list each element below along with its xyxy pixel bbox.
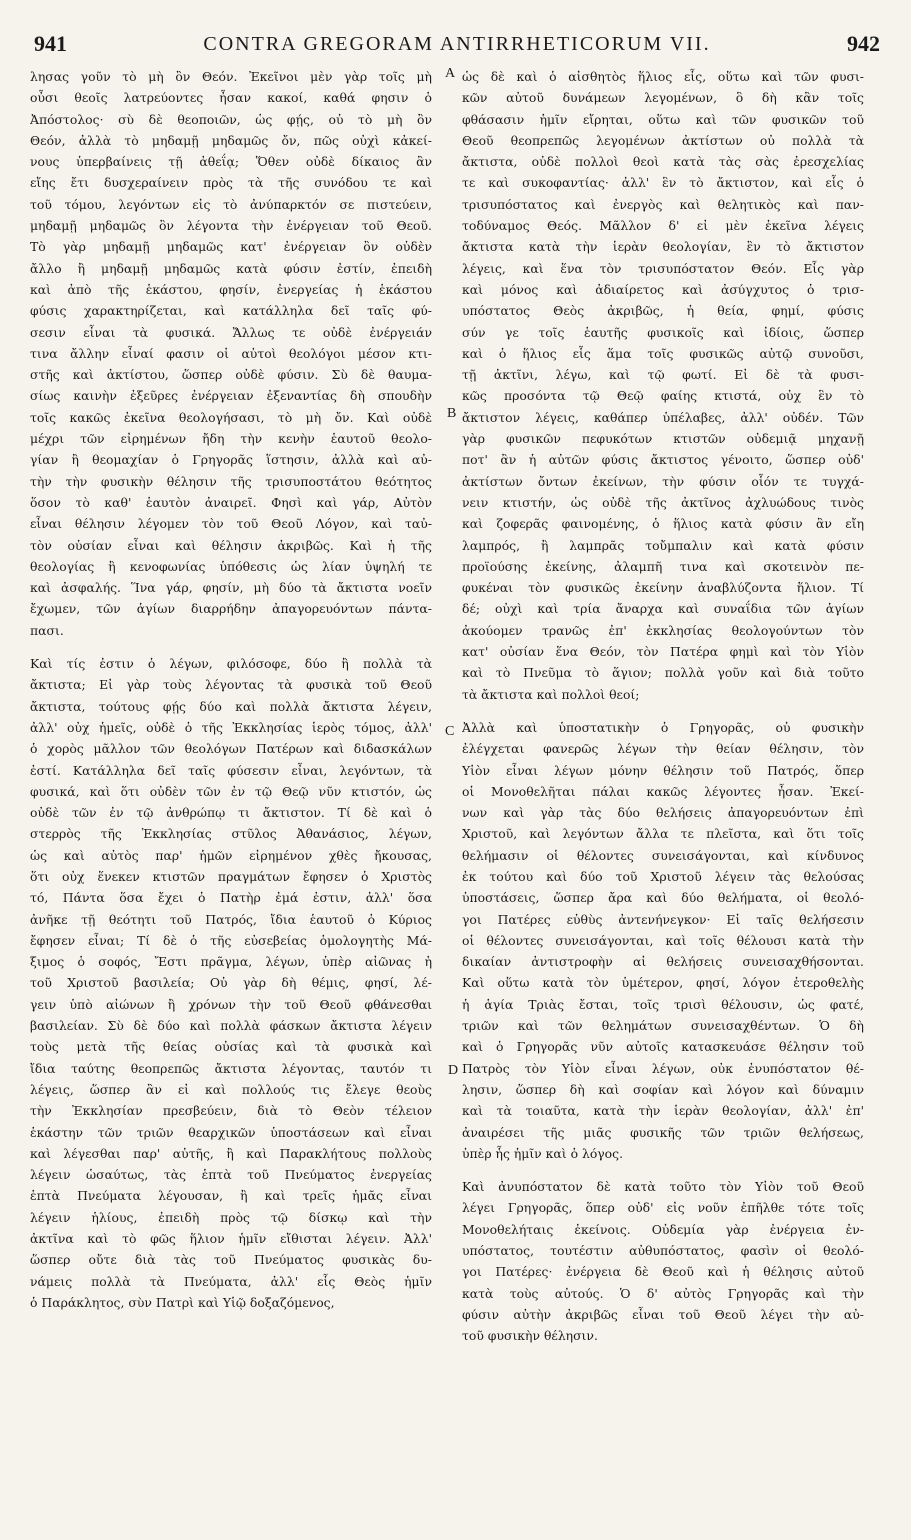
- text-line: τοῦ τόμου, λεγόντων εἰς τὸ ἀνύπαρκτόν σε πιστεύειν,: [30, 196, 432, 212]
- left-page-number: 941: [34, 31, 67, 56]
- text-line: δέ; οὐχὶ καὶ τρία ἄναρχα καὶ συναΐδια τῶν ἁγίων: [462, 601, 864, 617]
- text-line: υπόστατος, τουτέστιν αὐθυπόστατος, φασὶν οἱ θεολό-: [462, 1243, 864, 1259]
- text-line: καὶ ἀπὸ τῆς ἑκάστου, φησίν, ἐνεργείας ἡ ἑκάστου: [30, 281, 432, 297]
- text-line: οὖσι θεοῖς λατρεύοντες ἦσαν κακοί, καθά φησιν ὁ: [30, 90, 432, 106]
- text-line: οἱ Μονοθελῆται πάλαι κακῶς λέγοντες ἦσαν. Ἐκεί-: [462, 783, 864, 799]
- text-line: τοδύναμος Θεός. Μᾶλλον δ' εἰ μὲν ἐκεῖνα λέγεις: [462, 218, 864, 234]
- text-line: γοι Πατέρες· ἐνέργεια δὲ Θεοῦ καὶ ἡ θέλησις αὐτοῦ: [462, 1264, 864, 1280]
- text-line: πασι.: [30, 622, 64, 638]
- text-line: ἄκτιστα, οὐδὲ πολλοὶ θεοὶ κατὰ τὰς σὰς ἐρεσχελίας: [462, 154, 864, 170]
- text-line: Τὸ γὰρ μηδαμῇ μηδαμῶς κατ' ἐνέργειαν ὂν οὐδὲν: [30, 239, 432, 255]
- text-line: οἱ θέλοντες συνεισάγονται, καὶ τοῖς θέλουσι κατὰ τὴν: [462, 932, 864, 948]
- paragraph-gap: [30, 641, 432, 653]
- text-line: γίαν ἢ θεομαχίαν ὁ Γρηγορᾶς ἵστησιν, ἀλλὰ καὶ αὐ-: [30, 452, 432, 468]
- text-line: καὶ τὸ Πνεῦμα τὸ ἅγιον; πολλὰ γοῦν καὶ διὰ τοῦτο: [462, 665, 864, 681]
- text-line: ἀναιρέσει τῆς μιᾶς φυσικῆς τῶν τριῶν θελήσεως,: [462, 1124, 864, 1140]
- text-line: Χριστοῦ, καὶ λεγόντων ἄλλα τε πλεῖστα, καὶ ὅτι τοῖς: [462, 826, 864, 842]
- text-line: ἑπτὰ Πνεύματα λέγουσαν, ἢ καὶ τρεῖς ἡμᾶς εἶναι: [30, 1188, 432, 1204]
- text-line: γοι Πατέρες εὐθὺς ἀντενήνεγκον· Εἰ ταῖς θελήσεσιν: [462, 911, 864, 927]
- text-line: ἐλέγχεται φανερῶς λέγων τὴν θείαν θέλησιν, τὸν: [462, 741, 864, 757]
- text-line: στῆς καὶ ἀκτίστου, ὥσπερ οὐδὲ φύσιν. Σὺ δὲ θαυμα-: [30, 367, 432, 383]
- text-line: ὡς καὶ αὐτὸς παρ' ἡμῶν εἰρημένον χθὲς ἤκουσας,: [30, 847, 432, 863]
- text-line: θεολογίας ἢ κενοφωνίας ὑπόθεσις ὡς λίαν ὑψηλή τε: [30, 558, 432, 574]
- text-line: ἄκτιστον λέγεις, καθάπερ ὑπέλαβες, ἀλλ' οὐδέν. Τῶν: [462, 409, 864, 425]
- text-line: τοῦ Χριστοῦ βασιλεία; Οὐ γὰρ δὴ θέμις, φησί, λέ-: [30, 975, 432, 991]
- text-line: ξιμος ὁ σοφός, Ἔστι πρᾶγμα, λέγων, ὑπὲρ αἰῶνας ἡ: [30, 954, 432, 970]
- text-line: σύν γε τοῖς ἑαυτῆς φυσικοῖς καὶ ἰδίοις, ὥσπερ: [462, 324, 864, 340]
- text-line: λέγει Γρηγορᾶς, ὅπερ οὐδ' εἰς νοῦν ἐπῆλθε τότε τοῖς: [462, 1200, 864, 1216]
- text-line: προϊούσης ἐκείνης, ἀλαμπῆ τινα καὶ σκοτεινὸν πε-: [462, 558, 864, 574]
- text-line: τὰ ἄκτιστα καὶ πολλοὶ θεοί;: [462, 686, 640, 702]
- text-line: καὶ λέγεσθαι παρ' αὐτῆς, ἢ καὶ Παρακλήτους πολλοὺς: [30, 1145, 432, 1161]
- text-line: λέγεις, καὶ ἕνα τὸν τρισυπόστατον Θεόν. Εἷς γὰρ: [462, 260, 864, 276]
- text-line: ὥσπερ οὔτε διὰ τὰς τοῦ Πνεύματος φυσικὰς δυ-: [30, 1252, 432, 1268]
- text-line: κῶς προσόντα τῷ Θεῷ φαίης κτιστά, οὐχ ἓν τὸ: [462, 388, 864, 404]
- text-line: ποτ' ἂν ἡ αὐτῶν φύσις ἄκτιστος γένοιτο, ὥσπερ οὐδ': [462, 452, 864, 468]
- text-line: λησιν, ὥσπερ δὴ καὶ σοφίαν καὶ λόγον καὶ δύναμιν: [462, 1081, 864, 1097]
- text-line: τινα ἄλλην εἶναί φασιν οἱ αὐτοὶ θεολόγοι μέσον κτι-: [30, 345, 432, 361]
- text-line: τῇ ἀκτῖνι, λέγω, καὶ τῷ φωτί. Εἰ δὲ τὰ φυσι-: [462, 367, 864, 383]
- text-line: καὶ ἀσφαλής. Ἵνα γάρ, φησίν, μὴ δύο τὰ ἄκτιστα νοεῖν: [30, 580, 432, 596]
- text-line: νους ὑπερβαίνεις τῇ ἀθεΐᾳ; Ὅθεν οὐδὲ δίκαιος ἂν: [30, 154, 432, 170]
- text-line: ἐστί. Κατάλληλα δεῖ ταῖς φύσεσιν εἶναι, λεγόντων, τὰ: [30, 762, 432, 778]
- text-line: λέγειν ὡσαύτως, τὰς ἑπτὰ τοῦ Πνεύματος ἐνεργείας: [30, 1167, 432, 1183]
- text-line: τὴν Ἐκκλησίαν πρεσβεύειν, διὰ τὸ Θεὸν τέλειον: [30, 1103, 432, 1119]
- text-line: ὑπὲρ ἧς ἡμῖν καὶ ὁ λόγος.: [462, 1145, 624, 1161]
- text-line: ὡς δὲ καὶ ὁ αἰσθητὸς ἥλιος εἷς, οὕτω καὶ τῶν φυσι-: [462, 69, 864, 84]
- text-line: ὅτι οὐχ ἕνεκεν κτιστῶν πραγμάτων ἔφησεν ὁ Χριστὸς: [30, 868, 432, 884]
- section-marker-b: B: [447, 406, 457, 421]
- paragraph-gap: [462, 705, 864, 717]
- section-marker-a: A: [445, 66, 456, 81]
- text-line: εἴης ἔτι δυσχεραίνειν πρὸς τὰ τῆς συνόδου τε καὶ: [30, 175, 432, 191]
- text-line: ἔχωμεν, τῶν ἁγίων διαρρήδην ἀπαγορευόντων πάντα-: [30, 601, 432, 617]
- text-line: βασιλείαν. Σὺ δὲ δύο καὶ πολλὰ φάσκων ἄκτιστα λέγειν: [30, 1018, 432, 1034]
- text-line: υπόστατος Θεὸς ἀκριβῶς, ἡ θεία, φημί, φύσις: [462, 303, 864, 319]
- text-line: τε καὶ συκοφαντίας· ἀλλ' ἓν τὸ ἄκτιστον, καὶ εἷς ὁ: [462, 175, 864, 191]
- text-line: Θεόν, ἀλλὰ τὸ μηδαμῇ μηδαμῶς ὄν, πῶς οὐχὶ κἀκεί-: [30, 132, 432, 148]
- text-line: καὶ τὰ τοιαῦτα, κατὰ τὴν ἱερὰν θεολογίαν, ἀλλ' ἐπ': [462, 1103, 864, 1119]
- text-line: ἄλλο ἢ μηδαμῇ μηδαμῶς κατὰ φύσιν ἐστίν, ἐπειδὴ: [30, 260, 432, 276]
- text-line: Μονοθελήταις ἐκείνοις. Οὐδεμία γὰρ ἐνέργεια ἐν-: [462, 1221, 864, 1237]
- text-line: Πατρὸς τὸν Υἱὸν εἶναι λέγων, οὐκ ἐνυπόστατον θέ-: [462, 1060, 864, 1076]
- text-line: καὶ ὁ Γρηγορᾶς νῦν αὐτοῖς κατασκευάσε θέλησιν τοῦ: [462, 1039, 864, 1055]
- text-line: ὅσον τὸ καθ' ἑαυτὸν ἀναιρεῖ. Φησὶ καὶ γάρ, Αὐτὸν: [30, 494, 432, 510]
- text-line: ὁ Παράκλητος, σὺν Πατρὶ καὶ Υἱῷ δοξαζόμενος,: [30, 1294, 335, 1310]
- text-line: Καὶ ἀνυπόστατον δὲ κατὰ τοῦτο τὸν Υἱὸν τοῦ Θεοῦ: [462, 1179, 864, 1195]
- text-line: τὴν τὴν φυσικὴν θέλησιν τῆς τρισυποστάτου θεότητος: [30, 473, 432, 489]
- running-title: CONTRA GREGORAM ANTIRRHETICORUM VII.: [203, 32, 711, 55]
- text-line: τριῶν καὶ τῶν θελημάτων συνεισαχθέντων. Ὁ δὴ: [462, 1018, 864, 1034]
- text-line: καὶ ζοφερᾶς φαινομένης, ὁ ἥλιος κατὰ φύσιν ἂν εἴη: [462, 516, 864, 532]
- text-line: λησας γοῦν τὸ μὴ ὂν Θεόν. Ἐκεῖνοι μὲν γὰρ τοῖς μὴ: [30, 69, 432, 84]
- text-line: Υἱὸν εἶναι λέγων μόνην θέλησιν τοῦ Πατρός, ὅπερ: [462, 762, 864, 778]
- text-line: καὶ μόνος καὶ ἀδιαίρετος καὶ ἀσύγχυτος ὁ τρισ-: [462, 281, 864, 297]
- text-line: ἐκ τούτου καὶ δύο τοῦ Χριστοῦ λέγειν τὰς θελούσας: [462, 868, 864, 884]
- text-line: θελήμασιν οἱ θέλοντες συνεισάγονται, καὶ κίνδυνος: [462, 847, 864, 863]
- text-line: φυσικά, καὶ ὅτι οὐδὲν τῶν ἐν τῷ Θεῷ νῦν κτιστόν, ὡς: [30, 783, 432, 799]
- text-line: ἑκάστην τῶν τριῶν θεαρχικῶν ὑποστάσεων καὶ εἶναι: [30, 1124, 432, 1140]
- text-line: Καὶ οὕτω κατὰ τὸν ὑμέτερον, φησί, λόγον ἑτεροθελὴς: [462, 975, 864, 991]
- text-line: σίως καινὴν ἐξεῦρες ἐνέργειαν ἐξεναντίας δὴ σπουδὴν: [30, 388, 432, 404]
- text-line: Καὶ τίς ἐστιν ὁ λέγων, φιλόσοφε, δύο ἢ πολλὰ τὰ: [30, 656, 432, 672]
- text-line: Θεοῦ θεοπρεπῶς λεγομένων ἀκτίστων οὐ πολλὰ τὰ: [462, 132, 864, 148]
- text-line: νειν κτιστήν, ὡς οὐδὲ τῆς ἀκτῖνος ἀχλυώδους τινὸς: [462, 494, 864, 510]
- text-line: Ἀλλὰ καὶ ὑποστατικὴν ὁ Γρηγορᾶς, οὐ φυσικὴν: [462, 719, 864, 735]
- text-line: νάμεις πολλὰ τὰ Πνεύματα, ἀλλ' εἷς Θεὸς ἡμῖν: [30, 1273, 432, 1289]
- text-line: μηδαμῇ μηδαμῶς ὂν λέγοντα τὴν ἐνέργειαν τοῦ Θεοῦ.: [30, 218, 432, 234]
- text-line: δικαίαν ἀντιστροφὴν αἱ θελήσεις συνεισαχθήσονται.: [462, 954, 864, 970]
- text-line: Ἀπόστολος· σὺ δὲ θεοποιῶν, ὡς φῄς, οὐ τὸ μὴ ὂν: [30, 111, 432, 127]
- text-line: οὐδὲ τῶν ἐν τῷ ἀνθρώπῳ τι ἄκτιστον. Τί δὲ καὶ ὁ: [30, 805, 432, 821]
- text-line: ἀκτίστων ὄντων ἐκείνων, τὴν φύσιν οἷόν τε τυγχά-: [462, 473, 864, 489]
- text-line: τό, Πάντα ὅσα ἔχει ὁ Πατὴρ ἐμά ἐστιν, ἀλλ' ὅσα: [30, 890, 432, 906]
- text-line: ἀλλ' οὐχ ἡμεῖς, οὐδὲ ὁ τῆς Ἐκκλησίας ἱερὸς τόμος, ἀλλ': [30, 719, 432, 735]
- text-line: ἀκτῖνα καὶ τὸ φῶς ἥλιον ἡμῖν εἴθισται λέγειν. Ἀλλ': [30, 1231, 432, 1247]
- text-line: νων καὶ γὰρ τὰς δύο θελήσεις ἀπαγορευόντων ἐπὶ: [462, 805, 864, 821]
- text-line: τοὺς μετὰ τῆς θείας οὐσίας καὶ τὰ φυσικὰ καὶ: [30, 1039, 432, 1055]
- section-marker-d: D: [448, 1063, 459, 1078]
- text-line: σεσιν εἶναι τὰ φυσικά. Ἄλλως τε οὐδὲ ἐνέργειάν: [30, 324, 432, 340]
- text-line: τοῖς κακῶς ἐκεῖνα θεολογήσασι, τὸ μὴ ὄν. Καὶ οὐδὲ: [30, 409, 432, 425]
- text-line: ὁ χορὸς μᾶλλον τῶν θεολόγων Πατέρων καὶ διδασκάλων: [30, 741, 432, 757]
- text-line: γειν ὑπὸ αἰώνων ἢ χρόνων τὴν τοῦ Θεοῦ φθάνεσθαι: [30, 996, 432, 1012]
- paragraph-gap: [462, 1164, 864, 1176]
- text-line: φθάσασιν ἡμῖν εἴρηται, οὕτω καὶ τῶν φυσικῶν τοῦ: [462, 111, 864, 127]
- text-line: ἀνῆκε τῇ θεότητι τοῦ Πατρός, ἴδια ἑαυτοῦ ὁ Κύριος: [30, 911, 432, 927]
- text-line: ἄκτιστα κατὰ τὴν ἱερὰν θεολογίαν, ἓν τὸ ἄκτιστον: [462, 239, 864, 255]
- text-line: φύσιν αὐτὴν ἀκριβῶς εἶναι τοῦ Θεοῦ λέγει τὴν αὐ-: [462, 1306, 864, 1322]
- text-line: τοῦ φυσικὴν θέλησιν.: [462, 1328, 598, 1344]
- text-line: ἀκούομεν τρανῶς ἐπ' ἐκκλησίας θεολογούντων τὸν: [462, 622, 864, 638]
- text-line: ὑποστάσεις, ὥσπερ ἄρα καὶ δύο θελήματα, οἱ θεολό-: [462, 890, 864, 906]
- text-line: μέχρι τῶν εἰρημένων ἤδη τὴν κενὴν ἑαυτοῦ θεολο-: [30, 431, 432, 447]
- text-line: λέγειν ἡλίους, ἐπειδὴ πρὸς τῷ δίσκῳ καὶ τὴν: [30, 1209, 432, 1225]
- left-column: [30, 66, 432, 1313]
- text-line: ἄκτιστα, τούτους φῄς δύο καὶ πολλὰ ἄκτιστα λέγειν,: [30, 698, 432, 714]
- text-line: εἶναι θέλησιν λέγομεν τὸν τοῦ Θεοῦ Λόγον, καὶ ταὐ-: [30, 516, 432, 532]
- text-line: ἔφησεν εἶναι; Τί δὲ ὁ τῆς εὐσεβείας ὁμολογητὴς Μά-: [30, 932, 432, 948]
- text-line: λαμπρός, ἢ λαμπρᾶς τοὔμπαλιν καὶ κατὰ φύσιν: [462, 537, 864, 553]
- text-line: κατὰ τοὺς αὐτούς. Ὁ δ' αὐτὸς Γρηγορᾶς καὶ τὴν: [462, 1285, 864, 1301]
- text-line: ἴδια ταύτης θεοπρεπῶς ἄκτιστα λέγοντας, ταυτόν τι: [30, 1060, 432, 1076]
- text-line: καὶ ὁ ἥλιος εἷς ἅμα τοῖς φυσικῶς αὐτῷ συνοῦσι,: [462, 345, 864, 361]
- text-line: τὸν οὐσίαν εἶναι καὶ θέλησιν ἀκριβῶς. Καὶ ἡ τῆς: [30, 537, 432, 553]
- text-line: τρισυπόστατος καὶ ἐνεργὸς καὶ θελητικὸς καὶ παν-: [462, 196, 864, 212]
- text-line: στερρὸς τῆς Ἐκκλησίας στῦλος Ἀθανάσιος, λέγων,: [30, 826, 432, 842]
- text-line: ἄκτιστα; Εἰ γὰρ τοὺς λέγοντας τὰ φυσικὰ τοῦ Θεοῦ: [30, 677, 432, 693]
- text-line: ἡ ἁγία Τριὰς ἔσται, τοῖς τρισὶ θέλουσιν, ὡς φατέ,: [462, 996, 864, 1012]
- right-page-number: 942: [847, 31, 880, 56]
- running-header: [34, 30, 880, 58]
- right-column: [462, 66, 864, 1347]
- text-line: κατ' οὐσίαν ἕνα Θεόν, τὸν Πατέρα φημὶ καὶ τὸν Υἱὸν: [462, 644, 864, 660]
- text-line: γὰρ φυσικῶν πεφυκότων κτιστῶν οὐδεμιᾷ μηχανῇ: [462, 431, 864, 447]
- text-line: φυκέναι τὸν φυσικῶς ἐκείνην ἀναβλύζοντα ἥλιον. Τί: [462, 580, 864, 596]
- text-line: κῶν αὐτοῦ δυνάμεων λεγομένων, ὃ δὴ κἂν τοῖς: [462, 90, 864, 106]
- text-line: λέγεις, ὥσπερ ἂν εἰ καὶ πολλούς τις ἔλεγε θεοὺς: [30, 1081, 432, 1097]
- text-line: φύσις χαρακτηρίζεται, καὶ κατάλληλα δεῖ ταῖς φύ-: [30, 303, 432, 319]
- section-marker-c: C: [445, 724, 455, 739]
